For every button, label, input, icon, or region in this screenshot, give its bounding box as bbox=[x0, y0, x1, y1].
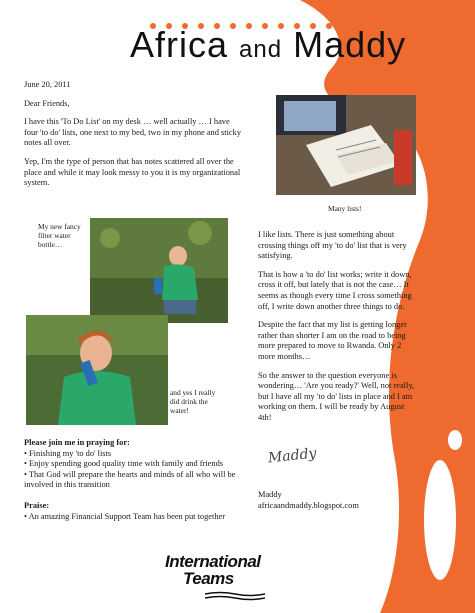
prayer-item: • Enjoy spending good quality time with family and friends bbox=[24, 459, 224, 469]
prayer-section bbox=[24, 438, 252, 522]
right-paragraph-3: Despite the fact that my list is getting longer rather than shorter I am on the road to being more prepared to move to Rwanda. Only 2 more months… bbox=[258, 320, 407, 361]
letter-right-column bbox=[258, 230, 416, 432]
praise-item: • An amazing Financial Support Team has been put together bbox=[24, 511, 226, 521]
title-and: and bbox=[239, 36, 283, 63]
caption-drink: and yes I really did drink the water! bbox=[170, 388, 216, 415]
logo-waves-icon bbox=[165, 591, 285, 601]
right-paragraph-2: That is how a 'to do' list works; write it down, cross it off, but lately that is not the case… It seems as though every time I cross something off, I write down another three things to do. bbox=[258, 269, 412, 311]
prayer-heading: Please join me in praying for: bbox=[24, 438, 130, 447]
signoff-name: Maddy bbox=[258, 490, 282, 499]
letter-paragraph-1: I have this 'To Do List' on my desk … well actually … I have four 'to do' lists, one next to my bed, two in my phone and sticky notes all over. bbox=[24, 117, 242, 148]
international-teams-logo bbox=[165, 552, 285, 606]
right-paragraph-1: I like lists. There is just something about crossing things off my 'to do' list that is very satisfying. bbox=[258, 230, 407, 261]
photo-lists-desk bbox=[276, 95, 416, 195]
prayer-item: • That God will prepare the hearts and minds of all who will be involved in this transition bbox=[24, 469, 236, 490]
handwritten-signature: Maddy bbox=[267, 445, 318, 467]
letter-intro bbox=[24, 80, 244, 197]
photo-filter-bottle bbox=[90, 218, 228, 323]
letter-date: June 20, 2011 bbox=[24, 80, 71, 89]
logo-line-2: Teams bbox=[183, 569, 234, 588]
title-maddy: Maddy bbox=[293, 24, 407, 65]
prayer-item: • Finishing my 'to do' lists bbox=[24, 448, 112, 458]
praise-heading: Praise: bbox=[24, 500, 50, 510]
title-africa: Africa bbox=[130, 24, 229, 65]
right-paragraph-4: So the answer to the question everyone is wondering… 'Are you ready?' Well, not really, but I have all my 'to do' lists in place and I am working on them. I will be ready by August 4th! bbox=[258, 370, 415, 422]
page-title bbox=[130, 24, 470, 66]
caption-lists: Many lists! bbox=[328, 204, 362, 213]
signoff-block bbox=[258, 490, 418, 511]
logo-line-1: International bbox=[165, 552, 261, 571]
letter-greeting: Dear Friends, bbox=[24, 98, 70, 108]
letter-paragraph-2: Yep, I'm the type of person that has notes scattered all over the place and while it may look messy to you it is my organizational system. bbox=[24, 156, 241, 188]
caption-bottle: My new fancy filter water bottle… bbox=[38, 222, 81, 249]
blog-address: africaandmaddy.blogspot.com bbox=[258, 500, 359, 510]
photo-drinking-water bbox=[26, 315, 168, 425]
